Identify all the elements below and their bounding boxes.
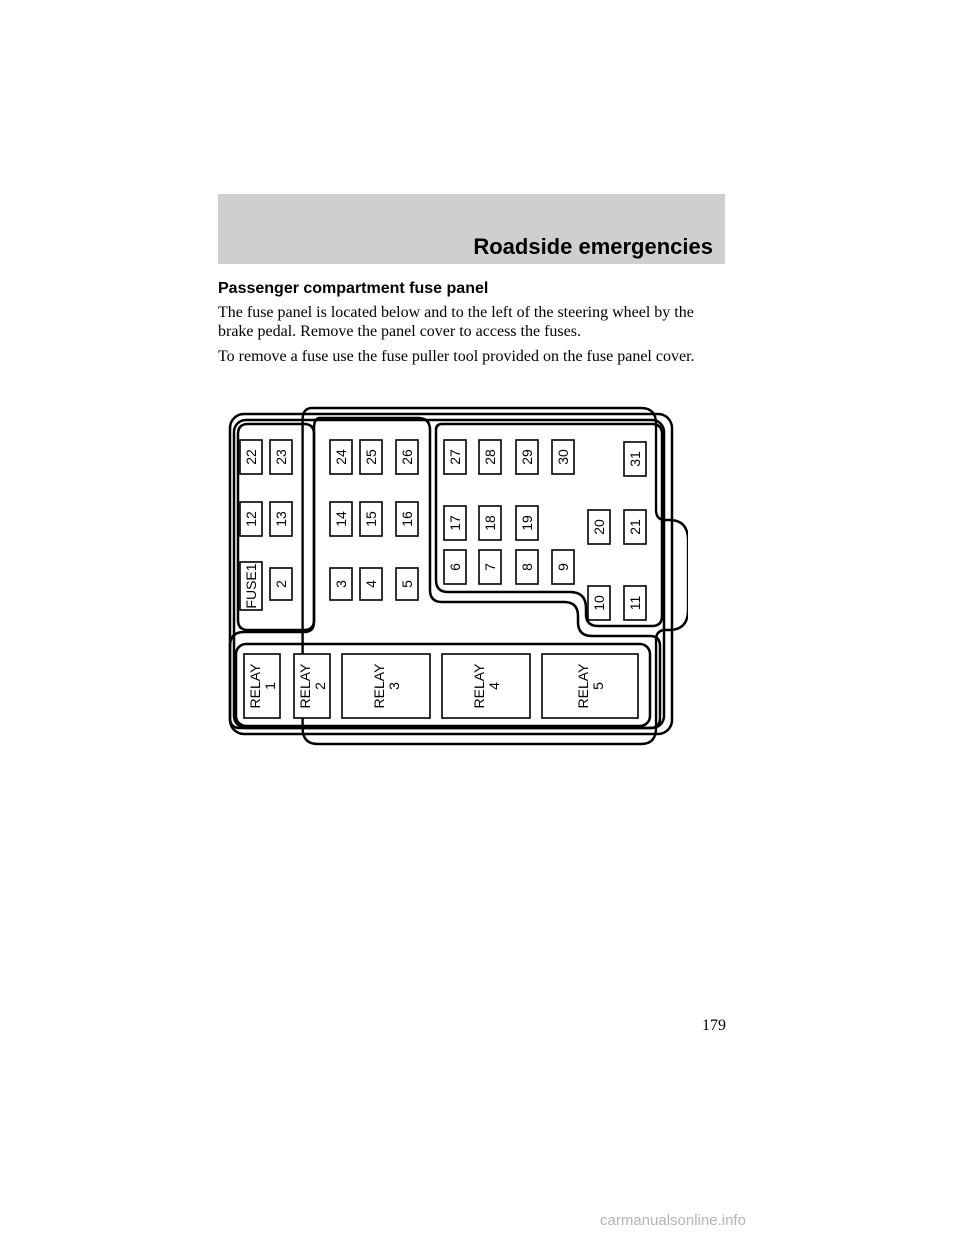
fuse-slot-20: [588, 510, 610, 544]
relay-label: RELAY4: [471, 663, 502, 709]
fuse-slot-13: [270, 502, 292, 536]
paragraph-removal: To remove a fuse use the fuse puller tool provided on the fuse panel cover.: [218, 348, 695, 365]
fuse-label: 7: [482, 563, 498, 571]
fuse-slot-5: [396, 568, 418, 600]
fuse-label: 29: [519, 449, 535, 465]
fuse-label: 22: [243, 449, 259, 465]
relay-layer: [244, 654, 638, 718]
header-band: [218, 194, 725, 264]
fuse-slot-fuse1: [240, 562, 262, 610]
fuse-slot-27: [444, 440, 466, 474]
fuse-slot-8: [516, 550, 538, 584]
fuse-label: 17: [447, 515, 463, 531]
fuse-label: 23: [273, 449, 289, 465]
fuse-slot-6: [444, 550, 466, 584]
fuse-slot-11: [624, 586, 646, 620]
relay-1: [244, 654, 280, 718]
relay-label: RELAY2: [297, 663, 328, 709]
fuse-label: 12: [243, 511, 259, 527]
relay-2: [294, 654, 330, 718]
fuse-slot-12: [240, 502, 262, 536]
fuse-slot-7: [479, 550, 501, 584]
fuse-slot-10: [588, 586, 610, 620]
page-header-title: Roadside emergencies: [473, 234, 713, 259]
fuse-slot-15: [360, 502, 382, 536]
fuse-slot-24: [330, 440, 352, 474]
fuse-label: 21: [627, 519, 643, 535]
fuse-label: 25: [363, 449, 379, 465]
fuse-slot-16: [396, 502, 418, 536]
fuse-label: 9: [555, 563, 571, 571]
fuse-slot-19: [516, 506, 538, 540]
fuse-slot-26: [396, 440, 418, 474]
fuse-panel-svg: [218, 400, 688, 750]
relay-4: [442, 654, 530, 718]
fuse-slot-2: [270, 568, 292, 600]
fuse-label: 14: [333, 511, 349, 527]
fuse-label: 28: [482, 449, 498, 465]
fuse-label: 2: [273, 580, 289, 588]
fuse-label: 24: [333, 449, 349, 465]
fuse-slot-9: [552, 550, 574, 584]
relay-5: [542, 654, 638, 718]
fuse-slot-30: [552, 440, 574, 474]
fuse-label: 6: [447, 563, 463, 571]
fuse-label: 13: [273, 511, 289, 527]
fuse-label: 11: [627, 595, 643, 611]
fuse-slot-4: [360, 568, 382, 600]
fuse-label: 16: [399, 511, 415, 527]
fuse-label: 18: [482, 515, 498, 531]
fuse-label: 4: [363, 580, 379, 588]
fuse-label: 30: [555, 449, 571, 465]
fuse-slot-18: [479, 506, 501, 540]
watermark: carmanualsonline.info: [600, 1212, 746, 1229]
fuse-label: 8: [519, 563, 535, 571]
fuse-label: 31: [627, 451, 643, 467]
fuse-label: 3: [333, 580, 349, 588]
fuse-label: 20: [591, 519, 607, 535]
fuse-slot-22: [240, 440, 262, 474]
fuse-label: 5: [399, 580, 415, 588]
fuse-label: 10: [591, 595, 607, 611]
relay-label: RELAY5: [575, 663, 606, 709]
fuse-slot-17: [444, 506, 466, 540]
fuse-label: 19: [519, 515, 535, 531]
relay-label: RELAY3: [371, 663, 402, 709]
fuse-label: FUSE1: [243, 563, 259, 609]
fuse-panel-diagram: [218, 400, 688, 755]
fuse-slot-29: [516, 440, 538, 474]
fuse-slot-14: [330, 502, 352, 536]
fuse-label: 15: [363, 511, 379, 527]
fuse-slot-25: [360, 440, 382, 474]
relay-label: RELAY1: [247, 663, 278, 709]
paragraph-location: The fuse panel is located below and to the left of the steering wheel by the brake pedal. Remove the panel cover to access the fuses.: [218, 304, 694, 340]
page-number: 179: [702, 1017, 726, 1034]
section-heading: Passenger compartment fuse panel: [218, 280, 489, 297]
fuse-slot-3: [330, 568, 352, 600]
fuse-slot-21: [624, 510, 646, 544]
fuse-label: 26: [399, 449, 415, 465]
fuse-layer: [240, 440, 646, 620]
fuse-slot-23: [270, 440, 292, 474]
fuse-label: 27: [447, 449, 463, 465]
fuse-slot-31: [624, 442, 646, 476]
relay-3: [342, 654, 430, 718]
fuse-slot-28: [479, 440, 501, 474]
